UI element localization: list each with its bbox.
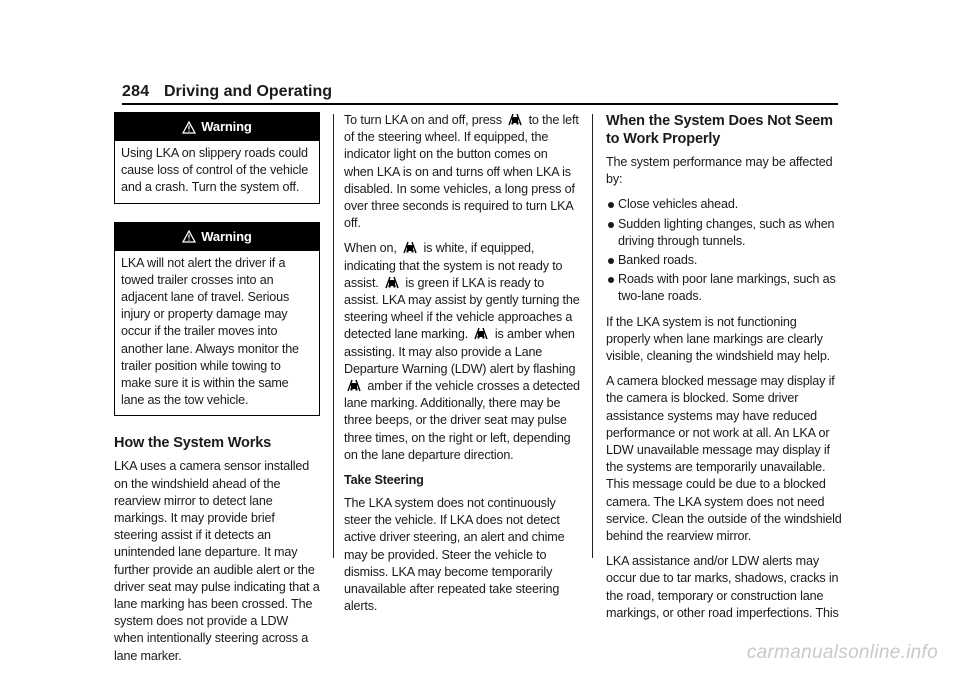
page-header xyxy=(122,83,838,105)
subheading-take-steering: Take Steering xyxy=(344,473,424,488)
text-run: amber if the vehicle crosses a detected lane marking. Additionally, there may be three beeps, or the driver seat may pulse three times, on the right or left, depending on the lane departure direction. xyxy=(344,379,580,462)
lane-keep-assist-icon xyxy=(507,112,523,126)
page-number: 284 xyxy=(122,83,150,100)
lane-keep-assist-icon xyxy=(346,378,362,392)
text-run: When on, xyxy=(344,241,397,256)
text-run: is green if LKA is ready to assist. LKA may assist by gently turning the steering wheel if the vehicle approaches a detected lane marking. xyxy=(344,275,580,342)
paragraph: If the LKA system is not functioning properly when lane markings are clearly visible, cleaning the windshield may help. xyxy=(606,314,831,364)
warning-text: Using LKA on slippery roads could cause loss of control of the vehicle and a crash. Turn the system off. xyxy=(121,146,309,195)
header-rule xyxy=(122,103,838,105)
warning-box-1 xyxy=(114,112,320,204)
text-run: To turn LKA on and off, press xyxy=(344,113,502,127)
warning-title: Warning xyxy=(201,119,252,135)
warning-text: LKA will not alert the driver if a towed trailer crosses into an adjacent lane of travel. Serious injury or property damage may occur if the trailer moves into another lane. Always monitor the trailer position while towing to make sure it is within the same lane as the tow vehicle. xyxy=(121,255,299,408)
list-item: Banked roads. xyxy=(606,252,842,269)
warning-box-2 xyxy=(114,222,320,417)
heading-how-system-works: How the System Works xyxy=(114,435,272,452)
paragraph xyxy=(344,112,580,232)
paragraph: The LKA system does not continuously steer the vehicle. If LKA does not detect active driver steering, an alert and chime may be provided. Steer the vehicle to dismiss. LKA may become temporarily unavailable after repeated take steering alerts. xyxy=(344,496,565,614)
text-run: to the left of the steering wheel. If equipped, the indicator light on the button comes on when LKA is on and turns off when LKA is disabled. In some vehicles, a long press of over three seconds is required to turn LKA off. xyxy=(344,113,579,231)
text-run: is white, if equipped, indicating that the system is not ready to assist. xyxy=(344,241,563,290)
paragraph xyxy=(344,240,580,464)
list-item: Roads with poor lane markings, such as two-lane roads. xyxy=(606,271,842,305)
list-item: Close vehicles ahead. xyxy=(606,196,842,213)
text-run: is amber when assisting. It may also provide a Lane Departure Warning (LDW) alert by flashing xyxy=(344,327,576,376)
bullet-list xyxy=(606,196,842,305)
warning-header xyxy=(115,223,319,251)
column-divider xyxy=(333,114,334,558)
section-title: Driving and Operating xyxy=(164,83,333,100)
paragraph: A camera blocked message may display if the camera is blocked. Some driver assistance systems may have reduced performance or not work at all. An LKA or LDW unavailable message may display if the systems are temporarily unavailable. This message could be due to a blocked camera. The LKA system does not need service. Clean the outside of the windshield behind the rearview mirror. xyxy=(606,374,842,544)
warning-triangle-icon xyxy=(182,121,196,134)
paragraph: LKA uses a camera sensor installed on the windshield ahead of the rearview mirror to detect lane markings. It may provide brief steering assist if it detects an unintended lane departure. It may further provide an audible alert or the driver seat may pulse indicating that a lane marking has been crossed. The system does not provide a LDW when intentionally steering across a lane marker. xyxy=(114,459,320,663)
warning-triangle-icon xyxy=(182,230,196,243)
column-divider xyxy=(592,114,593,558)
watermark: carmanualsonline.info xyxy=(746,642,938,663)
column-3 xyxy=(606,112,842,630)
paragraph: The system performance may be affected by: xyxy=(606,155,833,187)
lane-keep-assist-icon xyxy=(402,240,418,254)
lane-keep-assist-icon xyxy=(384,275,400,289)
lane-keep-assist-icon xyxy=(473,326,489,340)
column-2 xyxy=(344,112,580,623)
paragraph: LKA assistance and/or LDW alerts may occur due to tar marks, shadows, cracks in the road, temporary or construction lane markings, or other road imperfections. This xyxy=(606,554,839,620)
warning-header xyxy=(115,113,319,141)
list-item: Sudden lighting changes, such as when driving through tunnels. xyxy=(606,216,842,250)
warning-title: Warning xyxy=(201,229,252,244)
heading-not-working: When the System Does Not Seem to Work Properly xyxy=(606,113,833,147)
column-1 xyxy=(114,112,320,673)
